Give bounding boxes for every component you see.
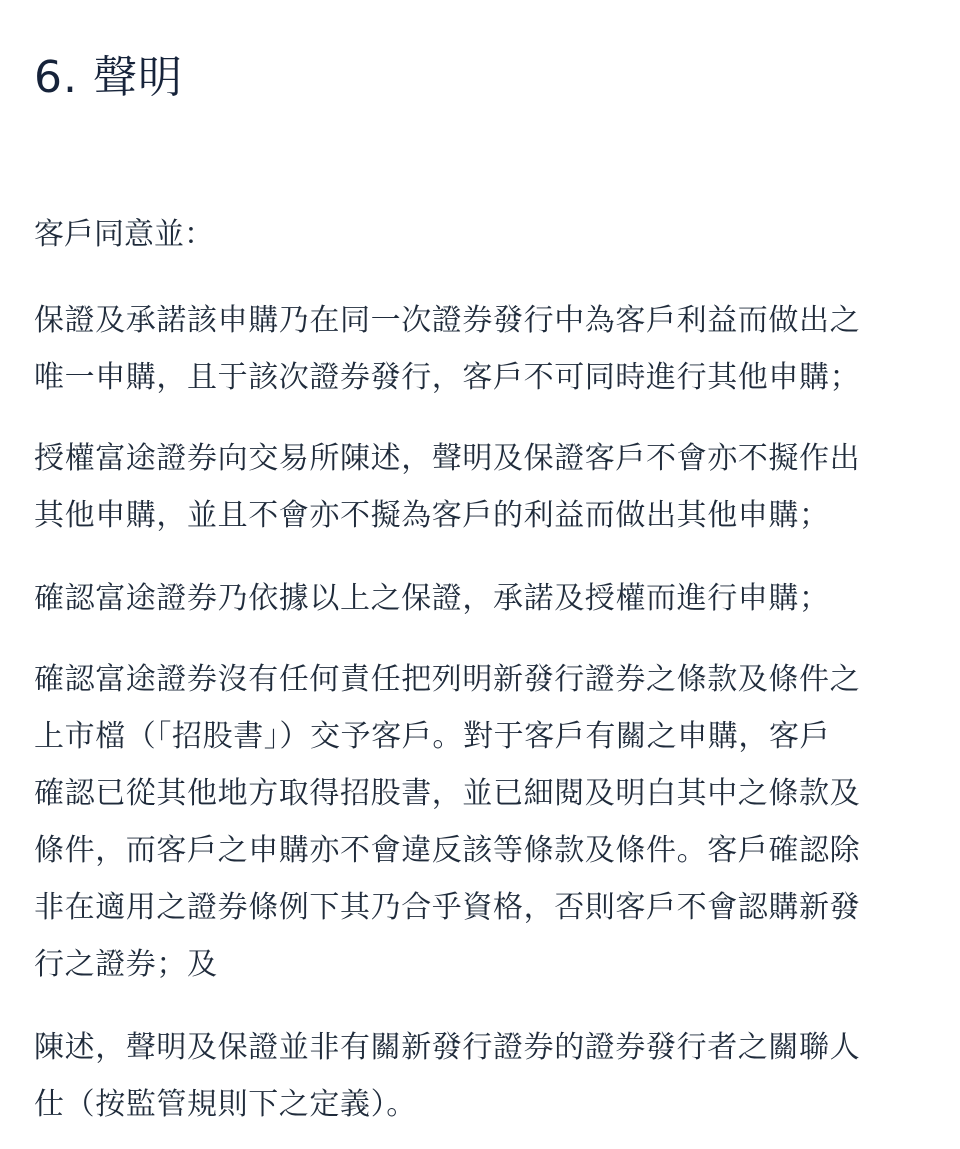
clause-related-person: 陳述，聲明及保證並非有關新發行證券的證券發行者之關聯人 仕（按監管規則下之定義）。 (34, 1030, 861, 1122)
clause-guarantee: 保證及承諾該申購乃在同一次證券發行中為客戶利益而做出之 唯一申購，且于該次證券發行，客戶不可同時進行其他申購； (34, 303, 861, 395)
clause-reliance: 確認富途證券乃依據以上之保證，承諾及授權而進行申購； (34, 581, 830, 616)
clause-authorization: 授權富途證券向交易所陳述，聲明及保證客戶不會亦不擬作出 其他申購，並且不會亦不擬為客戶的利益而做出其他申購； (34, 441, 861, 533)
clause-prospectus: 確認富途證券沒有任何責任把列明新發行證券之條款及條件之 上市檔（「招股書」）交予客戶。對于客戶有關之申購，客戶 確認已從其他地方取得招股書，並已細閱及明白其中之條款及 條件，而客戶之申購亦不會違反該等條款及條件。客戶確認除 非在適用之證券條例下其乃合乎資格，否則客戶不會認購新發 行之證券；及 (34, 662, 861, 982)
intro-text: 客戶同意並： (34, 217, 214, 252)
section-title: 6. 聲明 (34, 52, 183, 103)
